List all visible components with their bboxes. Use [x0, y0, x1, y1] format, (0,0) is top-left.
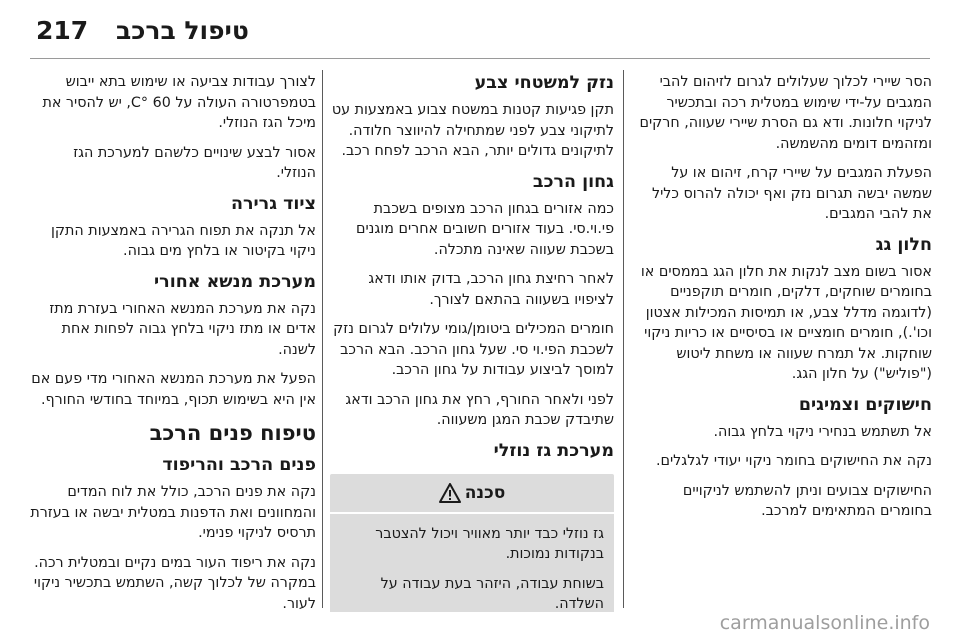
column-middle: [330, 72, 614, 612]
danger-notice-title: סכנה: [464, 482, 506, 503]
paragraph: אסור לבצע שינויים כלשהם למערכת הגז הנוזלי.: [73, 144, 316, 181]
paragraph: החישוקים צבועים וניתן להשתמש לניקויים בחומרים המתאימים למרכב.: [682, 482, 932, 519]
watermark: carmanualsonline.info: [719, 612, 930, 634]
paragraph: חומרים המכילים ביטומן/גומי עלולים לגרום נזק לשכבת הפי.וי סי. שעל גחון הרכב. הבא הרכב למוסך לביצוע עבודות על גחון הרכב.: [333, 321, 614, 378]
column-divider: [623, 70, 624, 608]
section-heading-wheels: חישוקים וצמיגים: [798, 394, 932, 415]
page-header: [0, 0, 960, 62]
paragraph: הפעל את מערכת המנשא האחורי מדי פעם אם אין היא בשימוש תכוף, במיוחד בחודשי החורף.: [31, 371, 316, 408]
warning-triangle-icon: [439, 483, 461, 503]
paragraph: נקה את ריפוד העור במים נקיים ובמטלית רכה. במקרה של לכלוך קשה, השתמש בתכשיר ניקוי לעור.: [33, 554, 316, 612]
section-heading-underbody: גחון הרכב: [532, 171, 614, 192]
paragraph: אסור בשום מצב לנקות את חלון הגג בממסים או בחומרים שוחקים, דלקים, חומרים תוקפניים (לדוגמה מדלל צבע, או תמיסות המכילות אצטון וכו'.), חומרים חומציים או בסיסיים או כריות ניקוי שוחקות. אל תמרח שעווה או משחת ליטוש ("פוליש") על חלון הגג.: [640, 263, 932, 382]
chapter-title: טיפול ברכב: [116, 16, 249, 45]
paragraph: נקה את החישוקים בחומר ניקוי יעודי לגלגלים.: [655, 453, 932, 469]
paragraph: כמה אזורים בגחון הרכב מצופים בשכבת פי.וי.סי. בעוד אזורים חשובים אחרים מוגנים בשכבת שעווה שאינה מתכלה.: [356, 200, 614, 258]
danger-notice-body: [330, 514, 614, 613]
paragraph: נקה את מערכת המנשא האחורי בעזרת מתז אדים או מתז ניקוי בלחץ גבוה לפחות אחת לשנה.: [49, 300, 316, 358]
paragraph: אל תנקה את תפוח הגרירה באמצעות התקן ניקוי בקיטור או בלחץ מים גבוה.: [50, 222, 316, 259]
section-heading-rear-carrier: מערכת מנשא אחורי: [154, 271, 316, 292]
paragraph: הפעלת המגבים על שיירי קרח, זיהום או על שמשה יבשה תגרום נזק ואף יכולה להרוס כליל את להבי המגבים.: [651, 165, 932, 222]
section-heading-interior-upholstery: פנים הרכב והריפוד: [162, 455, 316, 475]
column-left: [30, 72, 316, 612]
paragraph: לאחר רחיצת גחון הרכב, בדוק אותו ודאג לציפויו בשעווה בהתאם לצורך.: [368, 271, 614, 308]
paragraph: אל תשתמש בנחירי ניקוי בלחץ גבוה.: [713, 423, 932, 440]
paragraph: גז נוזלי כבד יותר מאוויר ויכול להצטבר בנקודות נמוכות.: [375, 525, 604, 562]
section-heading-sunroof: חלון גג: [875, 234, 932, 255]
danger-notice: [330, 474, 614, 613]
column-divider: [322, 70, 323, 608]
section-heading-paint-damage: נזק למשטחי צבע: [474, 73, 614, 93]
danger-notice-header: [330, 474, 614, 512]
section-heading-interior-care: טיפוח פנים הרכב: [149, 421, 316, 445]
paragraph: בשוחת עבודה, היזהר בעת עבודה על השלדה.: [380, 575, 604, 612]
paragraph: תקן פגיעות קטנות במשטח צבוע באמצעות עט לתיקוני צבע לפני שמתחילה להיווצר חלודה. לתיקונים גדולים יותר, הבא הרכב לפחח רכב.: [331, 102, 614, 159]
paragraph: נקה את פנים הרכב, כולל את לוח המדים והמחוונים ואת הדפנות במטלית יבשה או בעזרת תרסיס לניקוי פנימי.: [30, 484, 316, 541]
paragraph: לפני ולאחר החורף, רחץ את גחון הרכב ודאג שתיבדק שכבת המגן משעווה.: [345, 391, 614, 428]
page-number: 217: [36, 16, 89, 45]
section-heading-lpg-system: מערכת גז נוזלי: [493, 440, 614, 461]
header-rule: [30, 58, 930, 59]
paragraph: לצורך עבודות צביעה או שימוש בתא ייבוש בטמפרטורה העולה על 60 °C, יש להסיר את מיכל הגז הנוזלי.: [42, 74, 316, 131]
column-right: [630, 72, 932, 612]
paragraph: הסר שיירי לכלוך שעלולים לגרום לזיהום להבי המגבים על-ידי שימוש במטלית רכה ובתכשיר לניקוי חלונות. ודא גם הסרת שיירי שעווה, חרקים ומזהמים דומים מהשמשה.: [639, 74, 932, 152]
section-heading-towing: ציוד גרירה: [230, 193, 316, 214]
